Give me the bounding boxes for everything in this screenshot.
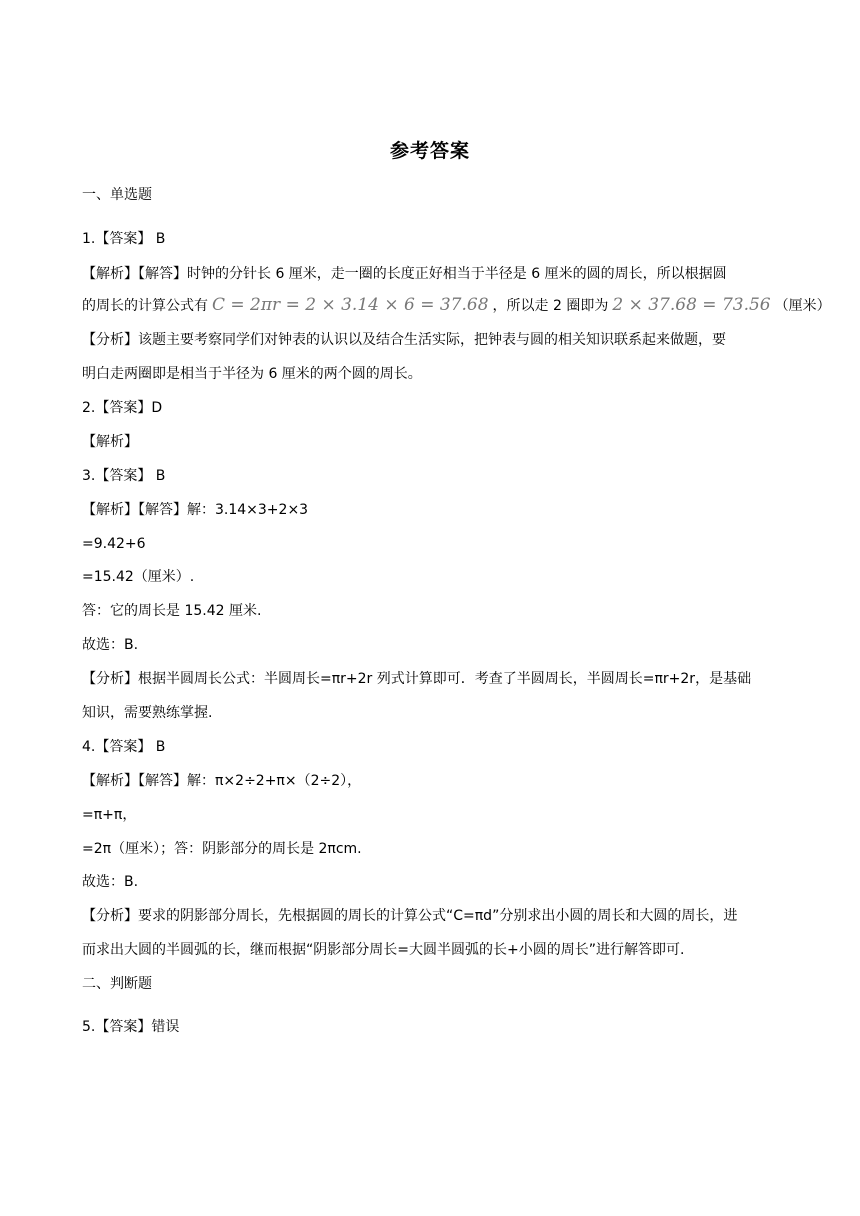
page-title: 参考答案: [389, 140, 470, 162]
q4-answer: 4.【答案】 B: [82, 739, 166, 755]
q4-solution-line-4: 故选：B.: [82, 874, 139, 890]
q3-solution-line-5: 故选：B.: [82, 637, 139, 653]
q3-solution-line-1: 【解析】【解答】解：3.14×3+2×3: [82, 502, 309, 518]
q2-answer: 2.【答案】D: [82, 400, 163, 416]
section-heading-single-choice: 一、单选题: [82, 187, 152, 203]
q3-solution-line-3: =15.42（厘米）.: [82, 569, 195, 585]
q1-formula-two-laps: 2 × 37.68 = 73.56: [612, 295, 771, 315]
q5-answer: 5.【答案】错误: [82, 1019, 180, 1035]
q4-analysis-line-2: 而求出大圆的半圆弧的长，继而根据“阴影部分周长=大圆半圆弧的长+小圆的周长”进行解答即可.: [82, 942, 685, 958]
q1-explanation-line-1: 【解析】【解答】时钟的分针长 6 厘米，走一圈的长度正好相当于半径是 6 厘米的圆的周长，所以根据圆: [82, 266, 727, 282]
q4-analysis-line-1: 【分析】要求的阴影部分周长，先根据圆的周长的计算公式“C=πd”分别求出小圆的周长和大圆的周长，进: [82, 908, 738, 924]
q1-explanation-text-b: ，所以走 2 圈即为: [492, 298, 609, 314]
q3-analysis-line-1: 【分析】根据半圆周长公式：半圆周长=πr+2r 列式计算即可．考查了半圆周长，半圆周长=πr+2r，是基础: [82, 671, 752, 687]
q3-solution-line-4: 答：它的周长是 15.42 厘米.: [82, 603, 262, 619]
q3-analysis-line-2: 知识，需要熟练掌握.: [82, 705, 213, 721]
q1-explanation-text-a: 的周长的计算公式有: [82, 298, 208, 314]
q4-solution-line-2: =π+π，: [82, 807, 137, 823]
q1-analysis-line-1: 【分析】该题主要考察同学们对钟表的认识以及结合生活实际，把钟表与圆的相关知识联系起来做题，要: [82, 332, 726, 348]
q4-solution-line-1: 【解析】【解答】解：π×2÷2+π×（2÷2），: [82, 773, 362, 789]
q2-explanation: 【解析】: [82, 434, 138, 450]
q1-formula-circumference: C = 2πr = 2 × 3.14 × 6 = 37.68: [212, 295, 489, 315]
q4-solution-line-3: =2π（厘米）；答：阴影部分的周长是 2πcm.: [82, 841, 362, 857]
section-heading-true-false: 二、判断题: [82, 976, 152, 992]
q1-answer: 1.【答案】 B: [82, 231, 166, 247]
q1-analysis-line-2: 明白走两圈即是相当于半径为 6 厘米的两个圆的周长。: [82, 366, 422, 382]
q3-solution-line-2: =9.42+6: [82, 536, 146, 552]
q3-answer: 3.【答案】 B: [82, 468, 166, 484]
q1-explanation-text-c: （厘米）: [774, 298, 831, 314]
q1-explanation-line-2: [82, 295, 831, 316]
